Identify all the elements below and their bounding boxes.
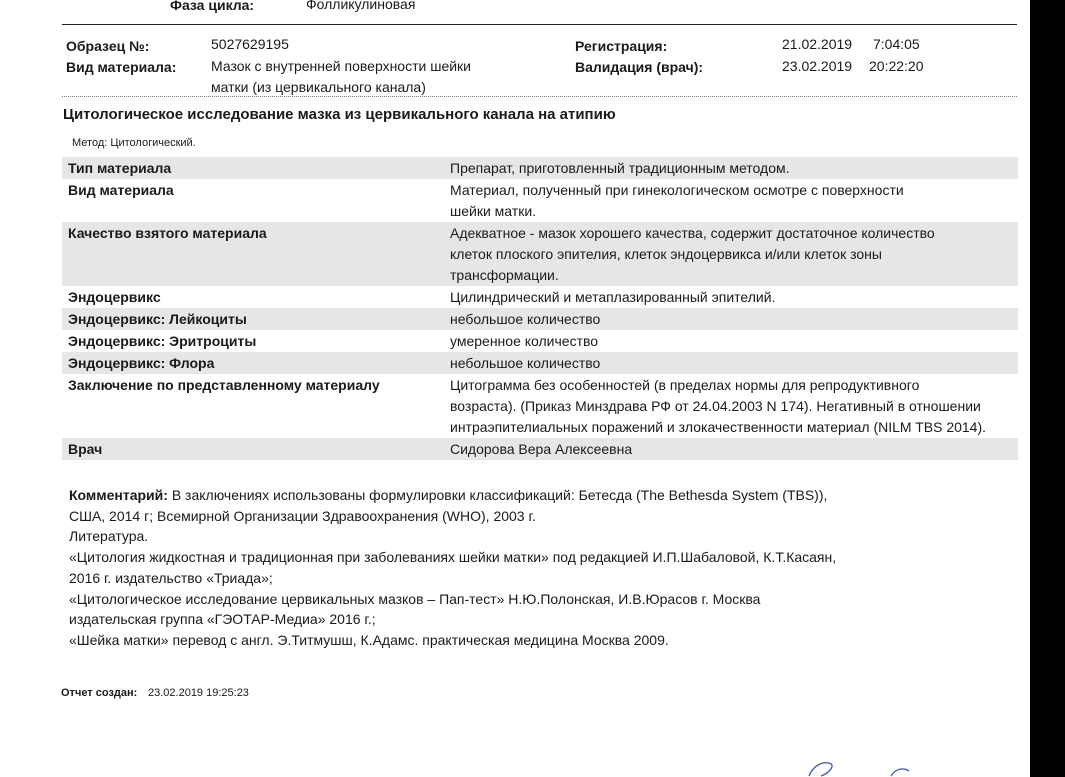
report-created-label: Отчет создан:: [61, 687, 138, 699]
validation-time: 20:22:20: [869, 58, 924, 74]
result-value: небольшое количество: [436, 352, 1018, 374]
comment-label: Комментарий:: [69, 487, 168, 503]
result-label: Эндоцервикс: Эритроциты: [68, 333, 257, 349]
material-type-value-line-1: Мазок с внутренней поверхности шейки: [211, 58, 471, 74]
validation-label: Валидация (врач):: [575, 59, 704, 75]
result-value: небольшое количество: [436, 308, 1018, 330]
registration-date: 21.02.2019: [782, 36, 853, 52]
registration-time: 7:04:05: [873, 36, 920, 52]
result-label: Заключение по представленному материалу: [68, 377, 380, 393]
study-title: Цитологическое исследование мазка из цервикального канала на атипию: [63, 106, 616, 123]
result-label: Качество взятого материала: [62, 222, 436, 286]
screen-edge-bar: [1030, 0, 1065, 777]
table-row: [62, 374, 1018, 438]
result-value: умеренное количество: [450, 333, 599, 349]
header-divider: [62, 24, 1017, 25]
table-row: [62, 308, 1018, 330]
comment-line: «Цитологическое исследование цервикальных мазков – Пап-тест» Н.Ю.Полонская, И.В.Юрасов г. Москва: [69, 590, 761, 607]
cycle-phase-label: Фаза цикла:: [170, 0, 255, 13]
method-line: Метод: Цитологический.: [72, 137, 196, 149]
validation-date: 23.02.2019: [782, 58, 853, 74]
comment-line: В заключениях использованы формулировки классификаций: Бетесда (The Bethesda System (TBS)),: [167, 487, 828, 503]
result-label: Врач: [62, 438, 436, 460]
comment-line: «Цитология жидкостная и традиционная при заболеваниях шейки матки» под редакцией И.П.Шабаловой, К.Т.Касаян,: [69, 549, 837, 566]
result-value: Сидорова Вера Алексеевна: [436, 438, 1018, 460]
comment-line: Литература.: [69, 528, 149, 545]
signature-icon: [805, 758, 915, 777]
comment-line: «Шейка матки» перевод с англ. Э.Титмушш, К.Адамс. практическая медицина Москва 2009.: [69, 631, 669, 648]
comment-line: США, 2014 г; Всемирной Организации Здравоохранения (WHO), 2003 г.: [69, 507, 536, 524]
table-row: [62, 330, 1018, 352]
material-type-label: Вид материала:: [66, 59, 177, 75]
results-table: [62, 157, 1018, 460]
result-value: Адекватное - мазок хорошего качества, содержит достаточное количество клеток плоского эпителия, клеток эндоцервикса и/или клеток зоны трансформации.: [436, 222, 1018, 286]
table-row: [62, 438, 1018, 460]
sample-number-value: 5027629195: [211, 36, 289, 52]
table-row: [62, 179, 1018, 222]
result-value: Материал, полученный при гинекологическом осмотре с поверхности шейки матки.: [450, 182, 904, 219]
cycle-phase-value: Фолликулиновая: [306, 0, 416, 12]
comment-line: 2016 г. издательство «Триада»;: [69, 569, 273, 586]
result-label: Эндоцервикс: [68, 289, 161, 305]
table-row: [62, 157, 1018, 179]
comment-block: [69, 485, 969, 651]
result-value: Препарат, приготовленный традиционным методом.: [436, 157, 1018, 179]
comment-line: издательская группа «ГЭОТАР-Медиа» 2016 г.;: [69, 611, 376, 628]
result-label: Тип материала: [62, 157, 436, 179]
result-value: Цитограмма без особенностей (в пределах нормы для репродуктивного возраста). (Приказ Минздрава РФ от 24.04.2003 N 174). Негативный в отношении интраэпителиальных поражений и злокачественности материал (NILM TBS 2014).: [450, 377, 987, 435]
report-created-value: 23.02.2019 19:25:23: [148, 687, 249, 699]
result-label: Вид материала: [68, 182, 174, 198]
dotted-divider: [62, 96, 1017, 97]
table-row: [62, 222, 1018, 286]
result-label: Эндоцервикс: Флора: [62, 352, 436, 374]
table-row: [62, 286, 1018, 308]
material-type-value-line-2: матки (из цервикального канала): [211, 79, 426, 95]
result-value: Цилиндрический и метаплазированный эпителий.: [450, 289, 776, 305]
registration-label: Регистрация:: [575, 38, 668, 54]
result-label: Эндоцервикс: Лейкоциты: [62, 308, 436, 330]
table-row: [62, 352, 1018, 374]
sample-number-label: Образец №:: [66, 38, 150, 54]
